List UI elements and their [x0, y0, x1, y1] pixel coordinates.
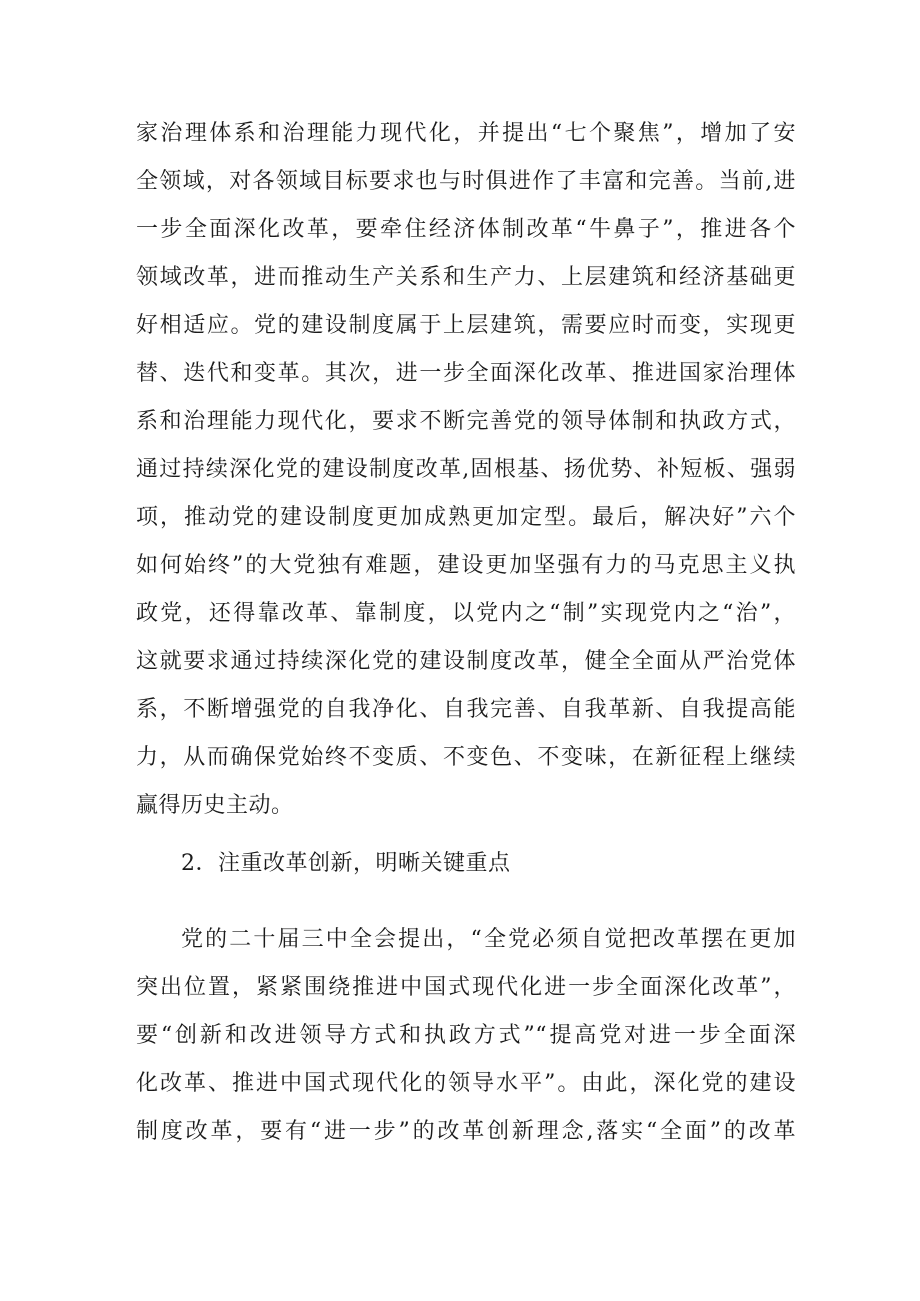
paragraph-1-line: 力，从而确保党始终不变质、不变色、不变味，在新征程上继续 — [136, 745, 796, 770]
paragraph-1-line: 赢得历史主动。 — [136, 793, 294, 818]
paragraph-1-line: 好相适应。党的建设制度属于上层建筑，需要应时而变，实现更 — [136, 313, 796, 338]
paragraph-1-line: 领域改革，进而推动生产关系和生产力、上层建筑和经济基础更 — [136, 265, 796, 290]
paragraph-1-line: 政党，还得靠改革、靠制度，以党内之“制”实现党内之“治”， — [136, 601, 796, 626]
paragraph-1-line: 项，推动党的建设制度更加成熟更加定型。最后，解决好”六个 — [136, 505, 796, 530]
paragraph-1-line: 系，不断增强党的自我净化、自我完善、自我革新、自我提高能 — [136, 697, 796, 722]
paragraph-2-line: 党的二十届三中全会提出，“全党必须自觉把改革摆在更加 — [181, 927, 796, 952]
paragraph-2-line: 突出位置，紧紧围绕推进中国式现代化进一步全面深化改革”， — [136, 975, 796, 1000]
paragraph-2-line: 制度改革，要有“进一步”的改革创新理念,落实“全面”的改革 — [136, 1119, 796, 1144]
section-heading: 2．注重改革创新，明晰关键重点 — [181, 851, 511, 876]
paragraph-1-line: 全领域，对各领域目标要求也与时俱进作了丰富和完善。当前,进 — [136, 169, 796, 194]
paragraph-1-line: 替、迭代和变革。其次，进一步全面深化改革、推进国家治理体 — [136, 361, 796, 386]
paragraph-2-line: 要“创新和改进领导方式和执政方式”“提高党对进一步全面深 — [136, 1023, 796, 1048]
paragraph-1-line: 通过持续深化党的建设制度改革,固根基、扬优势、补短板、强弱 — [136, 457, 796, 482]
paragraph-1-line: 一步全面深化改革，要牵住经济体制改革“牛鼻子”，推进各个 — [136, 217, 796, 242]
paragraph-1-line: 这就要求通过持续深化党的建设制度改革，健全全面从严治党体 — [136, 649, 796, 674]
paragraph-1-line: 系和治理能力现代化，要求不断完善党的领导体制和执政方式， — [136, 409, 796, 434]
paragraph-2 — [136, 916, 796, 1156]
paragraph-1-line: 家治理体系和治理能力现代化，并提出“七个聚焦”，增加了安 — [136, 121, 796, 146]
paragraph-2-line: 化改革、推进中国式现代化的领导水平”。由此，深化党的建设 — [136, 1071, 796, 1096]
paragraph-1-line: 如何始终”的大党独有难题，建设更加坚强有力的马克思主义执 — [136, 553, 796, 578]
paragraph-1 — [136, 110, 796, 830]
